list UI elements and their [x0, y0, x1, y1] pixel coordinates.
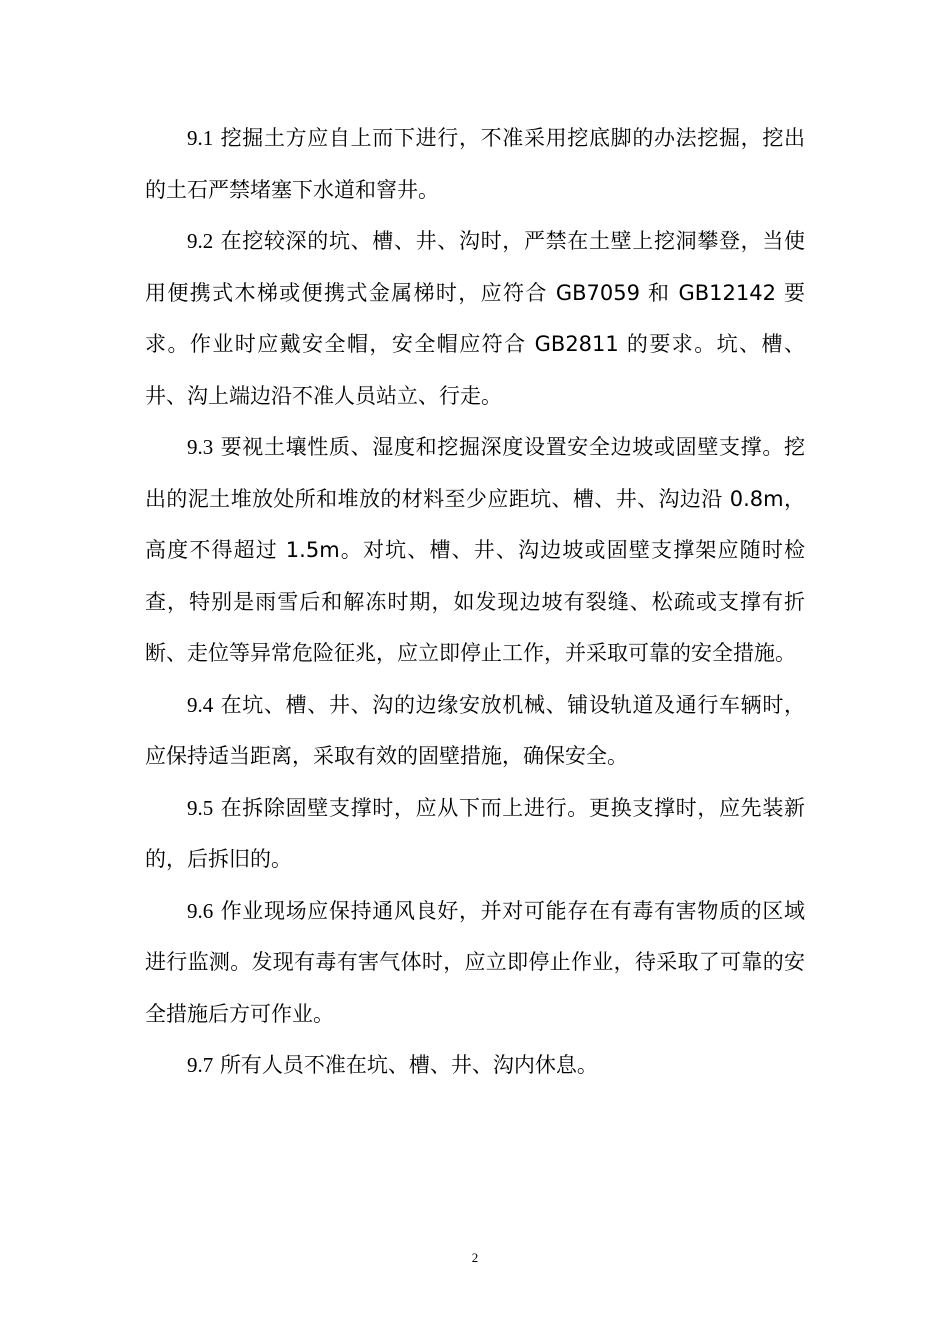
clause-9-4: [145, 680, 805, 783]
clause-9-7: [145, 1040, 805, 1092]
clause-number: 9.1: [187, 126, 214, 150]
clause-9-2: [145, 216, 805, 422]
clause-9-6: [145, 886, 805, 1041]
clause-number: 9.5: [187, 795, 214, 820]
document-body: [145, 113, 805, 1092]
clause-text: 在坑、槽、井、沟的边缘安放机械、铺设轨道及通行车辆时，应保持适当距离，采取有效的固壁措施，确保安全。: [145, 692, 806, 768]
clause-number: 9.4: [187, 692, 214, 717]
clause-number: 9.7: [187, 1053, 214, 1077]
clause-text: 在挖较深的坑、槽、井、沟时，严禁在土壁上挖洞攀登，当使用便携式木梯或便携式金属梯时，应符合 GB7059 和 GB12142 要求。作业时应戴安全帽，安全帽应符合 GB2811 的要求。坑、槽、井、沟上端边沿不准人员站立、行走。: [145, 229, 806, 408]
clause-number: 9.3: [187, 435, 214, 459]
clause-number: 9.6: [187, 898, 214, 923]
clause-text: 作业现场应保持通风良好，并对可能存在有毒有害物质的区域进行监测。发现有毒有害气体时，应立即停止作业，待采取了可靠的安全措施后方可作业。: [145, 898, 806, 1026]
clause-text: 要视土壤性质、湿度和挖掘深度设置安全边坡或固壁支撑。挖出的泥土堆放处所和堆放的材料至少应距坑、槽、井、沟边沿 0.8m，高度不得超过 1.5m。对坑、槽、井、沟边坡或固壁支撑架应随时检查，特别是雨雪后和解冻时期，如发现边坡有裂缝、松疏或支撑有折断、走位等异常危险征兆，应立即停止工作，并采取可靠的安全措施。: [145, 435, 806, 665]
clause-text: 挖掘土方应自上而下进行，不准采用挖底脚的办法挖掘，挖出的土石严禁堵塞下水道和窨井。: [145, 126, 806, 202]
clause-9-3: [145, 422, 805, 680]
clause-9-1: [145, 113, 805, 216]
page-number: 2: [471, 1250, 479, 1265]
clause-number: 9.2: [187, 229, 214, 253]
clause-text: 在拆除固壁支撑时，应从下而上进行。更换支撑时，应先装新的，后拆旧的。: [145, 795, 806, 871]
clause-text: 所有人员不准在坑、槽、井、沟内休息。: [219, 1053, 598, 1077]
clause-9-5: [145, 783, 805, 886]
